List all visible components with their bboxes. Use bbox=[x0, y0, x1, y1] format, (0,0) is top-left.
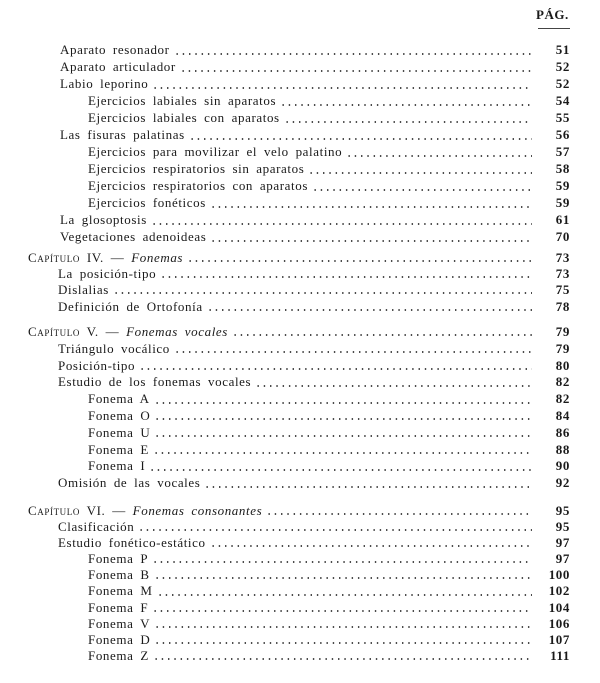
dot-leader bbox=[157, 594, 533, 596]
page-number: 54 bbox=[555, 93, 570, 108]
toc-entry-row bbox=[0, 648, 600, 664]
page-number: 55 bbox=[555, 110, 570, 125]
page-number: 52 bbox=[555, 59, 570, 74]
dot-leader bbox=[154, 402, 532, 404]
entry-label: Fonema E bbox=[88, 441, 149, 457]
entry-label: Estudio fonético-estático bbox=[58, 535, 206, 551]
toc-entry-row bbox=[0, 110, 600, 127]
page-number: 73 bbox=[555, 266, 570, 282]
dot-leader bbox=[284, 121, 532, 123]
toc-entry-row bbox=[0, 93, 600, 110]
entry-label: Fonema V bbox=[88, 615, 151, 631]
toc-section-chapter-5 bbox=[0, 324, 600, 492]
entry-label: Ejercicios labiales con aparatos bbox=[88, 110, 280, 125]
entry-label: Ejercicios fonéticos bbox=[88, 195, 206, 210]
entry-label: Aparato resonador bbox=[60, 42, 170, 57]
toc-entry-row bbox=[0, 408, 600, 425]
entry-label: Fonema O bbox=[88, 407, 151, 423]
toc-entry-row bbox=[0, 59, 600, 76]
page-number: 106 bbox=[548, 615, 570, 631]
dot-leader bbox=[154, 435, 532, 437]
entry-label: Fonema P bbox=[88, 551, 149, 567]
page-number: 51 bbox=[555, 42, 570, 57]
dot-leader bbox=[113, 292, 532, 294]
page-number: 73 bbox=[555, 250, 570, 265]
dot-leader bbox=[154, 626, 532, 628]
chapter-title: Fonemas vocales bbox=[126, 324, 228, 339]
dot-leader bbox=[152, 561, 532, 563]
page-number: 97 bbox=[555, 535, 570, 551]
entry-label: Estudio de los fonemas vocales bbox=[58, 374, 252, 390]
dot-leader bbox=[152, 610, 532, 612]
entry-label: Vegetaciones adenoideas bbox=[60, 229, 207, 244]
entry-label: Fonema U bbox=[88, 424, 151, 440]
dot-leader bbox=[174, 53, 532, 55]
page-number: 97 bbox=[555, 551, 570, 567]
toc-entry-row bbox=[0, 76, 600, 93]
dot-leader bbox=[180, 70, 532, 72]
toc-entry-row bbox=[0, 551, 600, 567]
entry-label: La glosoptosis bbox=[60, 212, 147, 227]
page-number: 104 bbox=[548, 599, 570, 615]
toc-chapter-row bbox=[0, 250, 600, 266]
chapter-heading bbox=[28, 250, 187, 265]
dot-leader bbox=[189, 138, 532, 140]
dot-leader bbox=[312, 189, 532, 191]
entry-label: Fonema F bbox=[88, 599, 149, 615]
toc-entry-row bbox=[0, 212, 600, 229]
entry-label: Labio leporino bbox=[60, 76, 149, 91]
entry-label: Fonema Z bbox=[88, 647, 149, 663]
page-number: 90 bbox=[555, 458, 570, 474]
toc-entry-row bbox=[0, 475, 600, 492]
dot-leader bbox=[204, 486, 532, 488]
entry-label: Fonema B bbox=[88, 567, 150, 583]
entry-label: La posición-tipo bbox=[58, 266, 157, 282]
chapter-prefix: Capítulo V. — bbox=[28, 324, 120, 339]
toc-entry-row bbox=[0, 374, 600, 391]
page-number: 95 bbox=[555, 519, 570, 535]
toc-entry-row bbox=[0, 567, 600, 583]
page-number: 52 bbox=[555, 76, 570, 91]
entry-label: Posición-tipo bbox=[58, 357, 136, 373]
entry-label: Ejercicios respiratorios con aparatos bbox=[88, 178, 308, 193]
toc-entry-row bbox=[0, 535, 600, 551]
toc-entry-row bbox=[0, 341, 600, 358]
toc-entry-row bbox=[0, 178, 600, 195]
page-number: 82 bbox=[555, 391, 570, 407]
chapter-title: Fonemas bbox=[131, 250, 184, 265]
page-number: 92 bbox=[555, 475, 570, 491]
page-number: 95 bbox=[555, 503, 570, 518]
dot-leader bbox=[308, 172, 532, 174]
dot-leader bbox=[160, 276, 532, 278]
entry-label: Fonema M bbox=[88, 583, 153, 599]
entry-label: Ejercicios respiratorios sin aparatos bbox=[88, 161, 305, 176]
entry-label: Clasificación bbox=[58, 519, 135, 535]
page-number: 86 bbox=[555, 424, 570, 440]
dot-leader bbox=[153, 658, 532, 660]
toc-entry-row bbox=[0, 161, 600, 178]
entry-label: Fonema I bbox=[88, 458, 146, 474]
page-number: 59 bbox=[555, 178, 570, 193]
chapter-heading bbox=[28, 503, 266, 518]
entry-label: Aparato articulador bbox=[60, 59, 176, 74]
dot-leader bbox=[346, 155, 532, 157]
entry-label: Triángulo vocálico bbox=[58, 340, 170, 356]
entry-label: Definición de Ortofonía bbox=[58, 298, 203, 314]
toc-section-chapter-4 bbox=[0, 250, 600, 315]
dot-leader bbox=[154, 418, 532, 420]
page-column-header: PÁG. bbox=[536, 7, 569, 22]
page-number: 84 bbox=[555, 407, 570, 423]
toc-entry-row bbox=[0, 425, 600, 442]
page-number: 111 bbox=[550, 647, 570, 663]
toc-entry-row bbox=[0, 144, 600, 161]
toc-entry-row bbox=[0, 299, 600, 315]
dot-leader bbox=[207, 309, 532, 311]
page-number: 107 bbox=[548, 631, 570, 647]
dot-leader bbox=[154, 642, 532, 644]
toc-entry-row bbox=[0, 583, 600, 599]
page-number: 80 bbox=[555, 357, 570, 373]
dot-leader bbox=[154, 577, 532, 579]
dot-leader bbox=[232, 334, 532, 336]
toc-entry-row bbox=[0, 266, 600, 282]
toc-entry-row bbox=[0, 229, 600, 246]
entry-label: Fonema A bbox=[88, 391, 150, 407]
dot-leader bbox=[210, 545, 532, 547]
toc-section-1 bbox=[0, 42, 600, 246]
toc-entry-row bbox=[0, 616, 600, 632]
toc-entry-row bbox=[0, 358, 600, 375]
entry-label: Dislalias bbox=[58, 282, 109, 298]
page-number: 56 bbox=[555, 127, 570, 142]
entry-label: Ejercicios labiales sin aparatos bbox=[88, 93, 277, 108]
page-number: 102 bbox=[548, 583, 570, 599]
page-number: 79 bbox=[555, 340, 570, 356]
dot-leader bbox=[139, 368, 532, 370]
dot-leader bbox=[280, 104, 532, 106]
dot-leader bbox=[149, 469, 532, 471]
dot-leader bbox=[210, 206, 532, 208]
chapter-prefix: Capítulo IV. — bbox=[28, 250, 125, 265]
page-number: 88 bbox=[555, 441, 570, 457]
entry-label: Omisión de las vocales bbox=[58, 475, 201, 491]
toc-entry-row bbox=[0, 195, 600, 212]
page-number: 79 bbox=[555, 324, 570, 339]
chapter-prefix: Capítulo VI. — bbox=[28, 503, 126, 518]
page-number: 61 bbox=[555, 212, 570, 227]
page-number: 59 bbox=[555, 195, 570, 210]
dot-leader bbox=[151, 223, 532, 225]
dot-leader bbox=[153, 452, 532, 454]
dot-leader bbox=[255, 385, 532, 387]
toc-entry-row bbox=[0, 442, 600, 459]
toc-entry-row bbox=[0, 391, 600, 408]
toc-entry-row bbox=[0, 127, 600, 144]
dot-leader bbox=[210, 240, 532, 242]
page-number: 78 bbox=[555, 298, 570, 314]
header-rule bbox=[538, 28, 570, 29]
chapter-heading bbox=[28, 324, 232, 339]
toc-entry-row bbox=[0, 519, 600, 535]
toc-entry-row bbox=[0, 458, 600, 475]
entry-label: Las fisuras palatinas bbox=[60, 127, 185, 142]
page-number: 57 bbox=[555, 144, 570, 159]
toc-section-chapter-6 bbox=[0, 503, 600, 664]
toc-entry-row bbox=[0, 42, 600, 59]
toc-entry-row bbox=[0, 600, 600, 616]
page-number: 82 bbox=[555, 374, 570, 390]
dot-leader bbox=[152, 87, 532, 89]
page-number: 58 bbox=[555, 161, 570, 176]
dot-leader bbox=[174, 351, 532, 353]
toc-chapter-row bbox=[0, 324, 600, 341]
dot-leader bbox=[266, 513, 532, 515]
dot-leader bbox=[138, 529, 532, 531]
toc-entry-row bbox=[0, 632, 600, 648]
page-number: 75 bbox=[555, 282, 570, 298]
toc-chapter-row bbox=[0, 503, 600, 519]
toc-entry-row bbox=[0, 282, 600, 298]
entry-label: Ejercicios para movilizar el velo palatino bbox=[88, 144, 343, 159]
page-number: 70 bbox=[555, 229, 570, 244]
page-number: 100 bbox=[548, 567, 570, 583]
entry-label: Fonema D bbox=[88, 631, 151, 647]
chapter-title: Fonemas consonantes bbox=[132, 503, 263, 518]
dot-leader bbox=[187, 260, 532, 262]
